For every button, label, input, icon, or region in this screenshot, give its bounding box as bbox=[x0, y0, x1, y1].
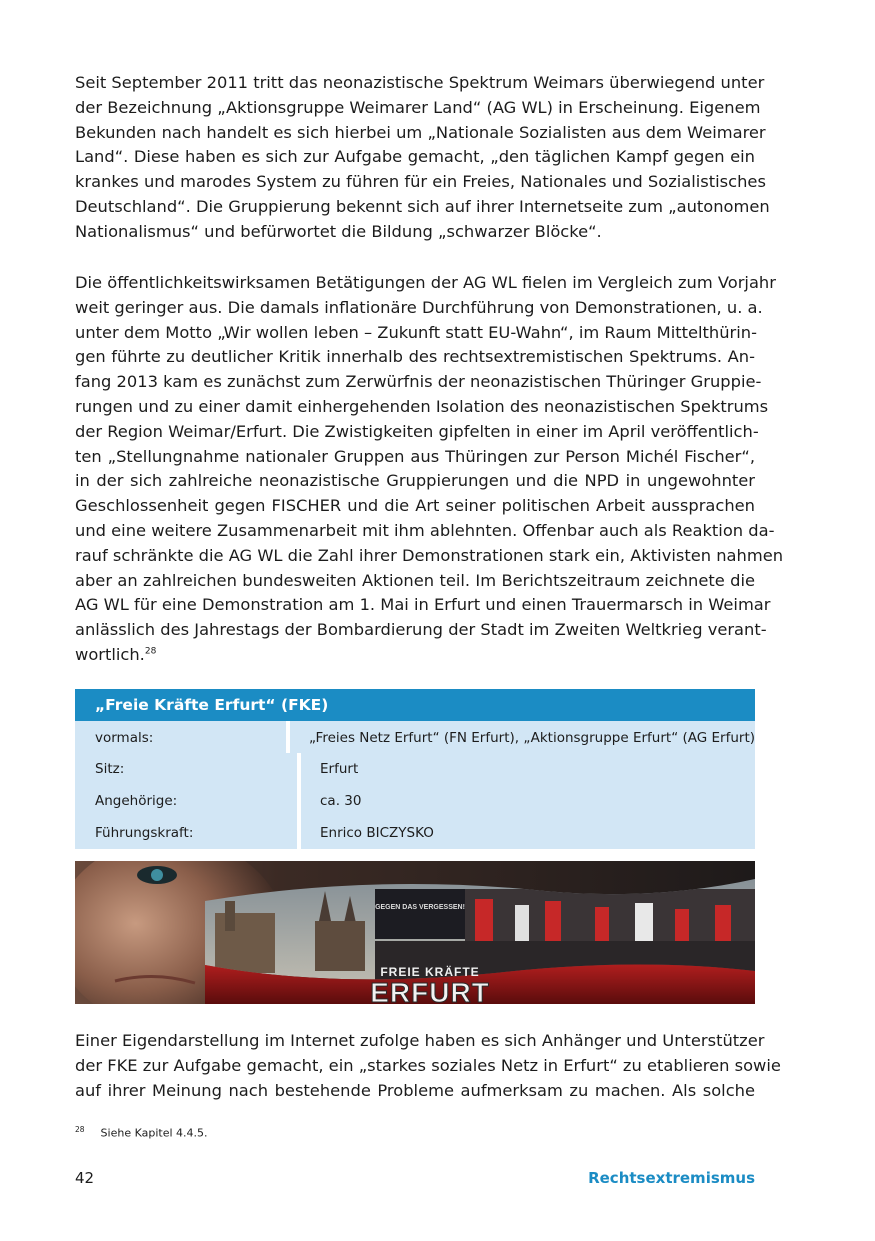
footnote-number: 28 bbox=[75, 1125, 85, 1134]
banner-sign-text: GEGEN DAS VERGESSEN! bbox=[375, 904, 465, 911]
paragraph-aktionsgruppe-weimarer-land bbox=[75, 71, 770, 245]
text-line: auf ihrer Meinung nach bestehende Probleme aufmerksam zu machen. Als solche bbox=[75, 1080, 755, 1100]
text-line-text: wortlich. bbox=[75, 644, 145, 664]
footnote-text: Siehe Kapitel 4.4.5. bbox=[100, 1126, 208, 1140]
infobox-value: ca. 30 bbox=[301, 785, 755, 817]
text-line: Land“. Diese haben es sich zur Aufgabe gemacht, „den täglichen Kampf gegen ein bbox=[75, 147, 755, 167]
text-line: fang 2013 kam es zunächst zum Zerwürfnis der neonazistischen Thüringer Gruppie- bbox=[75, 372, 762, 392]
text-line: ten „Stellungnahme nationaler Gruppen aus Thüringen zur Person Michél Fischer“, bbox=[75, 446, 755, 466]
text-line: in der sich zahlreiche neonazistische Gruppierungen und die NPD in ungewohnter bbox=[75, 471, 755, 491]
text-line: der Region Weimar/Erfurt. Die Zwistigkeiten gipfelten in einer im April veröffentlich- bbox=[75, 421, 759, 441]
text-line: Bekunden nach handelt es sich hierbei um „Nationale Sozialisten aus dem Weimarer bbox=[75, 122, 766, 142]
infobox-title: „Freie Kräfte Erfurt“ (FKE) bbox=[75, 689, 755, 721]
footnote bbox=[75, 1125, 208, 1140]
infobox-value: „Freies Netz Erfurt“ (FN Erfurt), „Aktionsgruppe Erfurt“ (AG Erfurt) bbox=[290, 721, 755, 753]
banner-line2: ERFURT bbox=[370, 977, 490, 1004]
text-line: gen führte zu deutlicher Kritik innerhalb des rechtsextremistischen Spektrums. An- bbox=[75, 347, 755, 367]
text-line: Deutschland“. Die Gruppierung bekennt sich auf ihrer Internetseite zum „autonomen bbox=[75, 196, 770, 216]
text-line: rauf schränkte die AG WL die Zahl ihrer Demonstrationen stark ein, Aktivisten nahmen bbox=[75, 545, 784, 565]
infobox-value: Enrico BICZYSKO bbox=[301, 817, 755, 849]
infobox-key: vormals: bbox=[75, 721, 286, 753]
text-line: Einer Eigendarstellung im Internet zufolge haben es sich Anhänger und Unterstützer bbox=[75, 1031, 765, 1050]
text-line: krankes und marodes System zu führen für ein Freies, Nationales und Sozialistisches bbox=[75, 172, 766, 192]
text-line: Die öffentlichkeitswirksamen Betätigungen der AG WL fielen im Vergleich zum Vorjahr bbox=[75, 273, 776, 292]
text-line: aber an zahlreichen bundesweiten Aktionen teil. Im Berichtszeitraum zeichnete die bbox=[75, 570, 755, 590]
page-number: 42 bbox=[75, 1169, 95, 1187]
text-line: AG WL für eine Demonstration am 1. Mai in Erfurt und einen Trauermarsch in Weimar bbox=[75, 595, 771, 615]
infobox-row-vormals bbox=[75, 721, 755, 753]
fke-banner-image bbox=[75, 861, 755, 1004]
text-line: der Bezeichnung „Aktionsgruppe Weimarer Land“ (AG WL) in Erscheinung. Eigenem bbox=[75, 97, 761, 117]
infobox-row-angehoerige bbox=[75, 785, 755, 817]
text-line: Geschlossenheit gegen FISCHER und die Art seiner politischen Arbeit aussprachen bbox=[75, 496, 755, 516]
text-line: und eine weitere Zusammenarbeit mit ihm ablehnten. Offenbar auch als Reaktion da- bbox=[75, 520, 775, 540]
text-line: der FKE zur Aufgabe gemacht, ein „starkes soziales Netz in Erfurt“ zu etablieren sowie bbox=[75, 1055, 781, 1075]
infobox-key: Sitz: bbox=[75, 753, 297, 785]
text-line: Seit September 2011 tritt das neonazistische Spektrum Weimars überwiegend unter bbox=[75, 73, 765, 92]
infobox-freie-kraefte-erfurt bbox=[75, 689, 755, 849]
text-line: anlässlich des Jahrestags der Bombardierung der Stadt im Zweiten Weltkrieg verant- bbox=[75, 620, 767, 640]
infobox-row-sitz bbox=[75, 753, 755, 785]
section-label: Rechtsextremismus bbox=[588, 1169, 755, 1187]
paragraph-fke-self-description bbox=[75, 1029, 781, 1103]
text-line: weit geringer aus. Die damals inflationäre Durchführung von Demonstrationen, u. a. bbox=[75, 297, 763, 317]
paragraph-ag-wl-activities bbox=[75, 271, 784, 668]
text-line: Nationalismus“ und befürwortet die Bildung „schwarzer Blöcke“. bbox=[75, 221, 602, 241]
footnote-reference[interactable]: 28 bbox=[144, 646, 157, 657]
infobox-key: Angehörige: bbox=[75, 785, 297, 817]
banner-line1: FREIE KRÄFTE bbox=[380, 965, 480, 979]
infobox-row-fuehrungskraft bbox=[75, 817, 755, 849]
text-line-with-footnote bbox=[75, 643, 755, 668]
infobox-key: Führungskraft: bbox=[75, 817, 297, 849]
text-line: rungen und zu einer damit einhergehenden Isolation des neonazistischen Spektrums bbox=[75, 396, 769, 416]
infobox-value: Erfurt bbox=[301, 753, 755, 785]
text-line: unter dem Motto „Wir wollen leben – Zukunft statt EU-Wahn“, im Raum Mittelthürin- bbox=[75, 322, 757, 342]
